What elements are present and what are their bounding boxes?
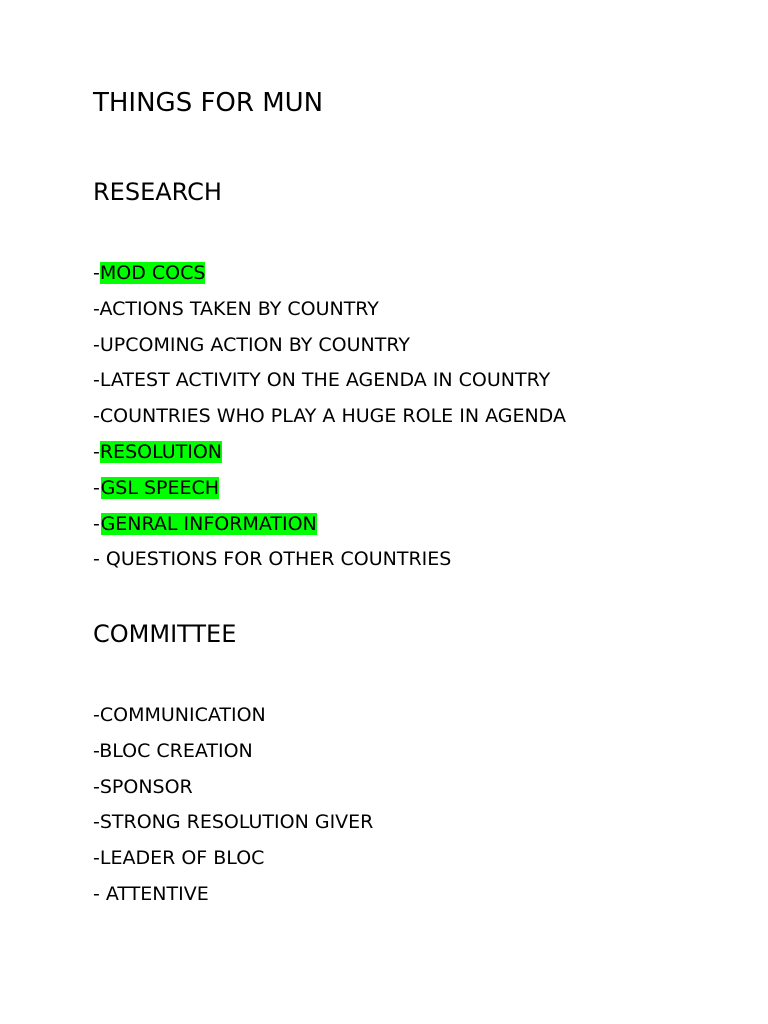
bullet-dash: - — [93, 811, 100, 834]
item-text: ACTIONS TAKEN BY COUNTRY — [99, 297, 379, 320]
bullet-dash: - — [93, 440, 100, 463]
list-item — [93, 877, 373, 913]
item-text: SPONSOR — [99, 775, 193, 798]
item-text: ATTENTIVE — [105, 882, 209, 905]
item-text: QUESTIONS FOR OTHER COUNTRIES — [105, 548, 452, 571]
committee-list — [93, 698, 373, 913]
list-item — [93, 734, 373, 770]
research-list — [93, 256, 566, 578]
list-item — [93, 770, 373, 806]
list-item — [93, 435, 566, 471]
list-item — [93, 471, 566, 507]
list-item — [93, 698, 373, 734]
list-item — [93, 292, 566, 328]
bullet-dash: - — [93, 882, 106, 905]
list-item — [93, 841, 373, 877]
highlighted-text: GENRAL INFORMATION — [100, 512, 317, 535]
list-item — [93, 542, 566, 578]
item-text: UPCOMING ACTION BY COUNTRY — [99, 333, 410, 356]
item-text: LEADER OF BLOC — [99, 847, 265, 870]
bullet-dash: - — [93, 739, 100, 762]
bullet-dash: - — [93, 333, 100, 356]
bullet-dash: - — [93, 369, 100, 392]
bullet-dash: - — [93, 297, 100, 320]
section-heading-committee: COMMITTEE — [93, 620, 237, 648]
bullet-dash: - — [93, 262, 100, 284]
item-text: STRONG RESOLUTION GIVER — [99, 811, 374, 834]
item-text: COMMUNICATION — [99, 704, 266, 726]
section-heading-research: RESEARCH — [93, 178, 222, 206]
list-item — [93, 399, 566, 435]
bullet-dash: - — [93, 775, 100, 798]
bullet-dash: - — [93, 512, 101, 535]
item-text: BLOC CREATION — [99, 739, 253, 762]
document-title: THINGS FOR MUN — [93, 88, 324, 118]
list-item — [93, 328, 566, 364]
item-text: LATEST ACTIVITY ON THE AGENDA IN COUNTRY — [99, 369, 551, 392]
list-item — [93, 363, 566, 399]
highlighted-text: GSL SPEECH — [100, 476, 220, 499]
list-item — [93, 507, 566, 543]
bullet-dash: - — [93, 476, 101, 499]
list-item — [93, 805, 373, 841]
highlighted-text: RESOLUTION — [99, 440, 223, 463]
bullet-dash: - — [93, 847, 100, 870]
list-item — [93, 256, 566, 292]
bullet-dash: - — [93, 548, 106, 571]
bullet-dash: - — [93, 405, 100, 428]
bullet-dash: - — [93, 704, 100, 726]
item-text: COUNTRIES WHO PLAY A HUGE ROLE IN AGENDA — [99, 405, 566, 428]
highlighted-text: MOD COCS — [99, 262, 206, 284]
